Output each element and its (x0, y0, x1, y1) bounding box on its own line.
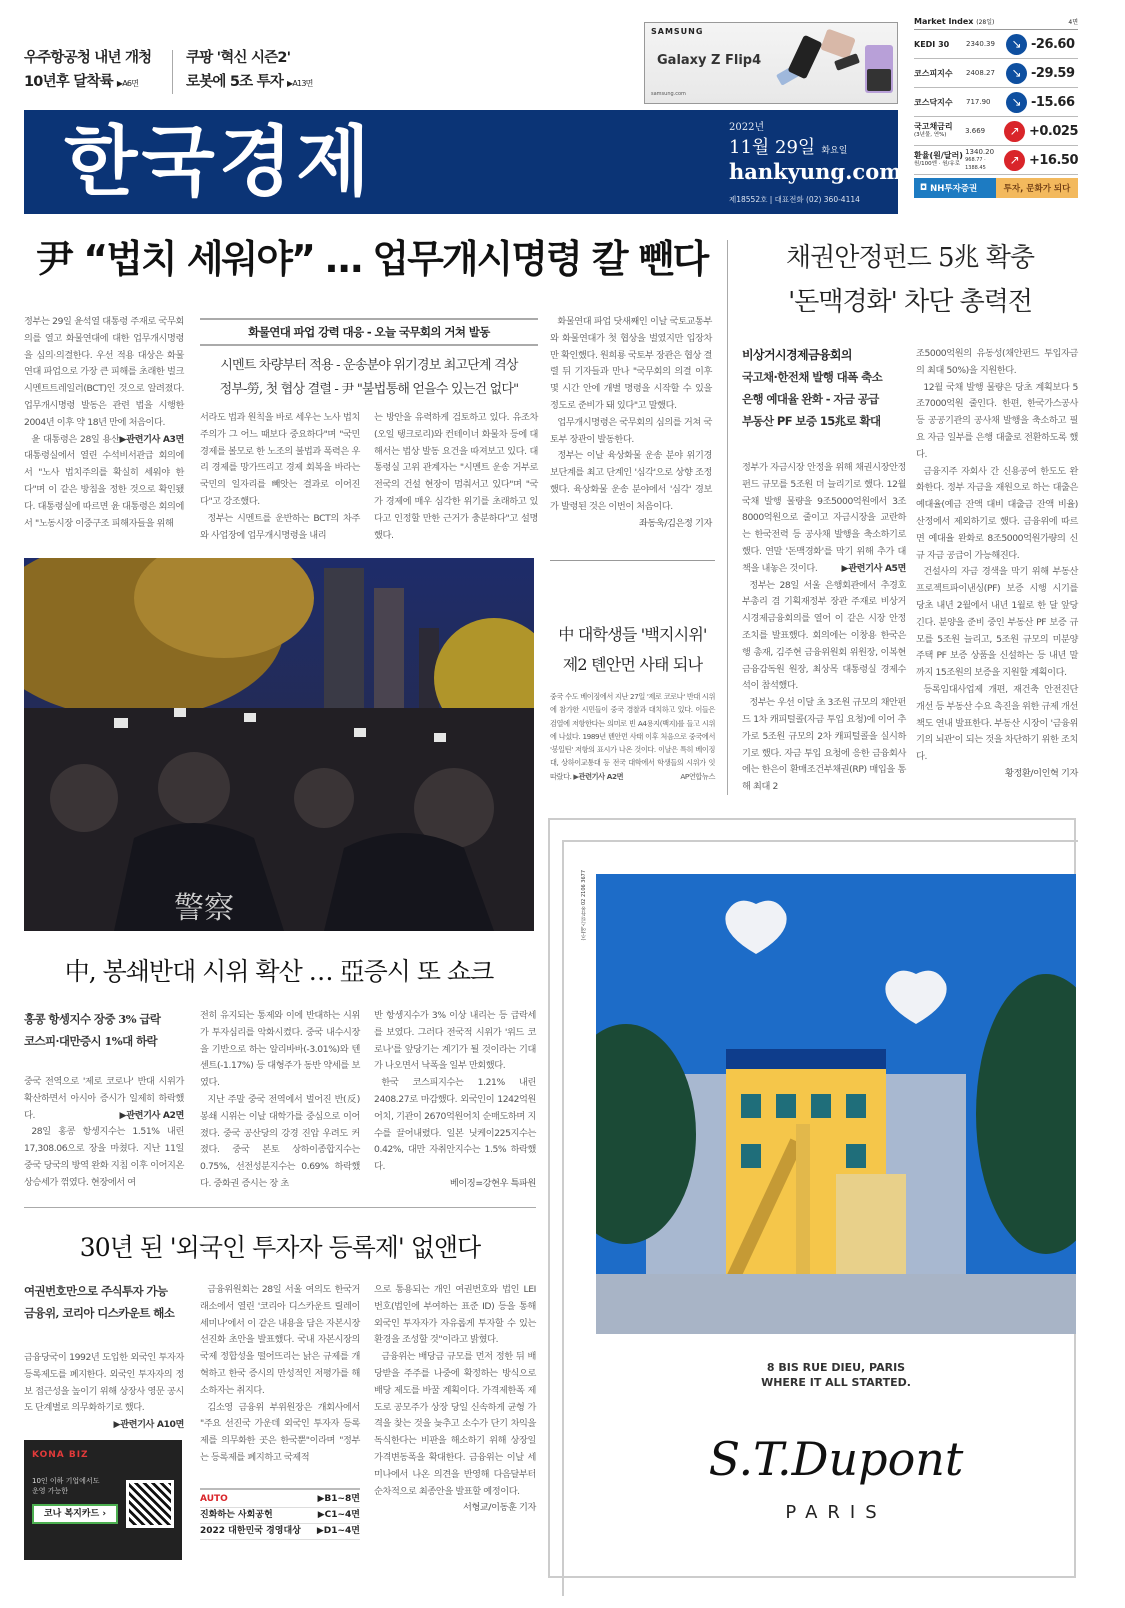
paragraph: 으로 통용되는 개인 여권번호와 법인 LEI 번호(법인에 부여하는 표준 ID) 등을 통해 외국인 투자자가 자유롭게 투자할 수 있는 환경을 조성할 것"이라고 밝혔다. (374, 1284, 536, 1346)
index-value-cell (966, 98, 1006, 106)
paragraph: 정부는 28일 서울 은행회관에서 추경호 부총리 겸 기획재정부 장관 주재로 비상거시경제금융회의를 열어 이 같은 시장 안정 조치를 발표했다. 회의에는 이창용 한국은행 총재, 김주현 금융위원회 위원장, 이복현 금융감독원 원장, 최상목 대통령실 경제수석이 참석했다. (742, 579, 906, 692)
index-value-sub: 968.77 · 1388.45 (965, 157, 986, 171)
paragraph: 12월 국채 발행 물량은 당초 계획보다 5조7000억원 줄인다. 한편, 한국가스공사 등 공공기관의 공사채 발행을 축소하고 필요 자금 일부를 은행 대출로 전환하도록 했다. (916, 381, 1078, 460)
china-caption (550, 690, 715, 783)
paragraph: 정부는 시멘트를 운반하는 BCT의 차주와 사업장에 업무개시명령을 내리 (200, 512, 360, 541)
section-pages: ▶B1~8면 (317, 1494, 360, 1504)
index-sub: 원/100엔 · 원/유로 (914, 161, 961, 167)
headline-line: '돈맥경화' 차단 총력전 (788, 287, 1032, 317)
index-label: 환율(원/달러) (914, 151, 963, 160)
teaser-line: 10년후 달착륙 (24, 74, 113, 90)
kicker: 비상거시경제금융회의 (742, 348, 852, 362)
lead-column-1 (24, 314, 184, 532)
paragraph: 건설사의 자금 경색을 막기 위해 부동산 프로젝트파이낸싱(PF) 보증 시행 시기를 당초 내년 2월에서 내년 1월로 한 달 앞당긴다. 분양을 준비 중인 부동산 PF 보증 규모를 5조원 늘리고, 5조원 규모의 미분양 주택 PF 보증 상품을 신설하는 등 내년 말까지 15조원의 보증을 지원할 계획이다. (916, 566, 1078, 679)
deck-line: 코스피·대만증시 1%대 하락 (24, 1034, 158, 1048)
issue-year: 2022년 (729, 122, 765, 133)
section-index-item[interactable] (200, 1508, 360, 1524)
index-value: 3.669 (965, 127, 986, 135)
nh-sponsor-banner[interactable] (914, 178, 1078, 198)
section-label: 진화하는 사회공헌 (200, 1510, 273, 1520)
divider (172, 50, 173, 94)
related-article-link[interactable]: ▶관련기사 A3면 (119, 433, 184, 445)
paragraph: 는 방안을 유력하게 검토하고 있다. 유조차(오일 탱크로리)와 컨테이너 화물차 등에 대해서는 법상 발동 요건을 따져보고 있다. 대통령실 고위 관계자는 "시멘트 운송 거부로 전국의 건설 현장이 멈춰서고 있다"며 "국가 경제에 매우 심각한 위기를 초래하고 있다고 인정할 만한 근거가 충분하다"고 설명했다. (374, 412, 538, 541)
byline: 황정환/이인혁 기자 (1004, 767, 1078, 779)
index-change: +0.025 (1028, 123, 1078, 139)
related-article-link[interactable]: ▶관련기사 A10면 (113, 1419, 184, 1431)
kona-logo: KONA BIZ (32, 1450, 89, 1460)
right-headline[interactable] (760, 236, 1060, 324)
arrow-down-icon: ↘ (1006, 92, 1027, 113)
byline: 좌동욱/김은정 기자 (638, 517, 712, 529)
ad-tagline (596, 1360, 1076, 1390)
divider (24, 1207, 536, 1208)
lead-column-4 (550, 314, 712, 532)
asia-deck (24, 1008, 184, 1052)
arrow-up-icon: ↗ (1004, 121, 1025, 142)
headline-line: 채권안정펀드 5兆 확충 (786, 243, 1034, 273)
index-label: 코스피지수 (914, 68, 953, 78)
asia-headline[interactable]: 中, 봉쇄반대 시위 확산 … 亞증시 또 쇼크 (64, 957, 494, 986)
asia-column-3 (374, 1008, 536, 1193)
deck-line: 여권번호만으로 주식투자 가능 (24, 1284, 168, 1298)
section-index-item[interactable] (200, 1524, 360, 1540)
ad-line: 10인 이하 기업에서도 (32, 1477, 100, 1485)
asia-column-2 (200, 1008, 360, 1193)
paragraph: 전히 유지되는 통제와 이에 반대하는 시위가 투자심리를 악화시켰다. 중국 내수시장을 기반으로 하는 알리바바(-3.01%)와 텐센트(-1.17%) 등 대형주가 동반 약세를 보였다. (200, 1010, 360, 1089)
paragraph: 중국 수도 베이징에서 지난 27일 '제로 코로나' 반대 시위에 참가한 시민들이 중국 경찰과 대치하고 있다. 이들은 검열에 저항한다는 의미로 빈 A4용지(백지)를 들고 시위에 나섰다. 1989년 톈안먼 사태 이후 처음으로 중국에서 '봉일틴' 저항의 표시가 나온 것이다. 이날은 특히 베이징대, 상하이교통대 등 전국 대학에서 학생들의 시위가 잇따랐다. (550, 692, 715, 781)
deck-line: 은행 예대율 완화 - 자금 공급 (742, 392, 879, 406)
section-label: 2022 대한민국 경영대상 (200, 1526, 301, 1536)
byline: 베이징=강현우 특파원 (449, 1177, 536, 1189)
index-value: 1340.20 (965, 148, 995, 156)
fx-column-1 (24, 1350, 184, 1434)
paragraph: 정부가 자금시장 안정을 위해 채권시장안정펀드 규모를 5조원 더 늘리기로 했다. 12월 국채 발행 물량을 9조5000억원에서 3조8000억원으로 줄이고 자금시장을 교란하는 한국전력 등 공사채 발행을 축소하기로 했다. 연말 '돈맥경화'를 막기 위해 추가 대책을 내놓은 것이다. (742, 462, 906, 574)
police-text: 警察 (174, 891, 234, 926)
qr-code-icon[interactable] (126, 1480, 174, 1528)
right-column-2 (916, 346, 1078, 783)
right-deck (742, 344, 902, 432)
ad-contact-note: (주)에스티듀퐁 02 2106 3677 (581, 870, 587, 941)
paragraph: 반 항셍지수가 3% 이상 내리는 등 급락세를 보였다. 그러다 전국적 시위가 '위드 코로나'를 앞당기는 계기가 될 것이라는 기대가 나오면서 낙폭을 일부 만회했다. (374, 1010, 536, 1072)
headline-line: 中 대학생들 '백지시위' (558, 625, 707, 644)
st-dupont-ad[interactable] (548, 818, 1076, 1578)
tagline-line: 8 BIS RUE DIEU, PARIS (766, 1361, 906, 1374)
sponsor-name: NH투자증권 (930, 184, 978, 194)
fx-column-2 (200, 1282, 360, 1467)
photo-credit: AP연합뉴스 (680, 771, 715, 781)
section-pages: ▶C1~4면 (317, 1510, 360, 1520)
market-row (914, 117, 1078, 146)
kona-text (32, 1476, 99, 1496)
ad-illustration (596, 874, 1076, 1334)
teaser-line: 로봇에 5조 투자 (186, 74, 284, 90)
index-label: 코스닥지수 (914, 97, 953, 107)
teaser-line: 쿠팡 '혁신 시즌2' (186, 50, 291, 66)
arrow-down-icon: ↘ (1006, 63, 1027, 84)
lead-subhead-box: 화물연대 파업 강력 대응 - 오늘 국무회의 거쳐 발동 (200, 318, 538, 346)
samsung-logo: SAMSUNG (651, 27, 704, 36)
samsung-ad[interactable] (644, 22, 898, 104)
teaser-coupang[interactable] (186, 46, 313, 96)
newspaper-logo[interactable]: 한국경제 (64, 117, 374, 206)
ad-line: 운영 가능한 (32, 1487, 69, 1495)
paragraph: 정부는 이날 육상화물 운송 분야 위기경보단계를 최고 단계인 '심각'으로 상향 조정했다. 육상화물 운송 분야에서 '심각' 경보가 발령된 것은 이번이 처음이다. (550, 450, 712, 512)
deck-line: 금융위, 코리아 디스카운트 해소 (24, 1306, 175, 1320)
paragraph: 28일 홍콩 항셍지수는 1.51% 내린 17,308.06으로 장을 마쳤다. 지난 11일 중국 당국의 방역 완화 지침 이후 이어지온 상승세가 꺾였다. 현장에서 여 (24, 1126, 184, 1188)
section-label: AUTO (200, 1494, 228, 1504)
date-block (729, 118, 901, 205)
tagline-line: WHERE IT ALL STARTED. (761, 1376, 911, 1389)
deck-line: 홍콩 항셍지수 장중 3% 급락 (24, 1012, 161, 1026)
paragraph: 정부는 우선 이달 초 3조원 규모의 채안펀드 1차 캐피털콜(자금 투입 요청)에 이어 추가로 5조원 규모의 2차 캐피털콜을 실시하기로 했다. 자금 투입 요청에 응한 금융회사에는 한은이 환매조건부채권(RP) 매입을 통해 최대 2 (742, 697, 906, 793)
masthead (24, 110, 902, 214)
index-value: 2340.39 (966, 40, 995, 48)
market-row (914, 30, 1078, 59)
index-label: 국고채금리 (914, 122, 953, 131)
paragraph: 등록임대사업제 개편, 재건축 안전진단 개선 등 부동산 수요 촉진을 위한 규제 개선책도 연내 발표한다. 부동산 시장이 '금융위기의 뇌관'이 되는 것을 차단하기 위한 조치다. (916, 683, 1078, 763)
issue-date: 11월 29일 (729, 137, 816, 158)
nh-logo-icon: ◘ (920, 183, 928, 193)
paragraph: 지난 주말 중국 전역에서 벌어진 반(反)봉쇄 시위는 이날 대학가를 중심으로 이어졌다. 중국 공산당의 강경 진압 우려도 커졌다. 중국 본토 상하이종합지수는 0.75%, 선전성분지수는 0.69% 하락했다. 중화권 증시는 장 초 (200, 1093, 360, 1189)
section-index-item[interactable] (200, 1492, 360, 1508)
paragraph: 금융지주 자회사 간 신용공여 한도도 완화한다. 정부 자금을 재원으로 하는 대출은 예대율(예금 잔액 대비 대출금 잔액 비율) 산정에서 제외하기로 했다. 금융위에 따르면 예대율 완화로 8조5000억원가량의 신규 자금 공급이 가능해진다. (916, 465, 1078, 561)
paragraph: 한국 코스피지수는 1.21% 내린 2408.27로 마감했다. 외국인이 1242억원어치, 기관이 2670억원어치 순매도하며 지수를 끌어내렸다. 일본 닛케이225지수는 0.42%, 대만 자취안지수는 1.5% 하락했다. (374, 1077, 536, 1173)
ad-product-name: Galaxy Z Flip4 (657, 53, 762, 68)
st-dupont-logo: S.T.Dupont (708, 1432, 964, 1486)
china-headline[interactable] (550, 620, 715, 680)
headline-line: 제2 톈안먼 사태 되나 (562, 655, 703, 674)
asia-column-1 (24, 1074, 184, 1192)
paragraph: 금융위원회는 28일 서울 여의도 한국거래소에서 열린 '코리아 디스카운트 릴레이 세미나'에서 이 같은 내용을 담은 자본시장 선진화 초안을 발표했다. 국내 자본시장의 국제 정합성을 떨어뜨리는 낡은 규제를 개혁하고 한국 증시의 만성적인 저평가를 해소하자는 취지다. (200, 1284, 360, 1396)
related-article-link[interactable]: ▶관련기사 A2면 (119, 1109, 184, 1121)
divider (550, 560, 715, 561)
fx-headline[interactable]: 30년 된 '외국인 투자자 등록제' 없앤다 (79, 1233, 481, 1262)
index-change: +16.50 (1028, 152, 1078, 168)
market-index (914, 17, 1078, 198)
market-date: (28일) (976, 19, 995, 26)
lead-column-2 (200, 410, 360, 544)
section-index (200, 1488, 360, 1540)
index-name (914, 69, 966, 78)
section-pages: ▶D1~4면 (316, 1526, 360, 1536)
issue-weekday: 화요일 (821, 146, 848, 156)
lead-headline[interactable]: 尹 “법치 세워야” … 업무개시명령 칼 뺀다 (36, 237, 708, 281)
paragraph: 화물연대 파업 닷새째인 이날 국토교통부와 화물연대가 첫 협상을 벌였지만 입장차만 확인했다. 원희룡 국토부 장관은 협상 결렬 뒤 기자들과 만나 "국무회의 의결 이후 몇 시간 안에 개별 명령을 시작할 수 있을 정도로 준비가 돼 있다"고 말했다. (550, 316, 712, 411)
index-name (914, 40, 966, 49)
fx-deck (24, 1280, 184, 1324)
index-name (914, 151, 965, 169)
paragraph: 중국 전역으로 '제로 코로나' 반대 시위가 확산하면서 아시아 증시가 일제히 하락했다. (24, 1076, 184, 1121)
lead-deck (200, 354, 538, 402)
deck-line: 시멘트 차량부터 적용 - 운송분야 위기경보 최고단계 격상 (220, 358, 518, 373)
ad-url: samsung.com (651, 91, 686, 97)
paragraph: 조5000억원의 유동성(채안펀드 투입자금의 최대 50%)을 지원한다. (916, 348, 1078, 376)
kona-card-button[interactable]: 코나 복지카드 › (32, 1504, 118, 1524)
arrow-up-icon: ↗ (1004, 150, 1025, 171)
page-ref: ▶A13면 (287, 79, 313, 88)
phones-image (773, 29, 897, 101)
related-article-link[interactable]: ▶관련기사 A5면 (841, 562, 906, 574)
byline: 서형교/이동훈 기자 (462, 1502, 536, 1514)
paragraph: 업무개시명령은 국무회의 심의를 거쳐 국토부 장관이 발동한다. (550, 416, 712, 445)
paragraph: 김소영 금융위 부위원장은 개회사에서 "주요 선진국 가운데 외국인 투자자 등록제를 의무화한 곳은 한국뿐"이라며 "정부는 등록제를 폐지하고 국제적 (200, 1401, 360, 1463)
index-value-cell (966, 40, 1006, 48)
page-ref: ▶A6면 (116, 79, 139, 88)
sponsor-slogan: 투자, 문화가 되다 (996, 178, 1078, 198)
photo-illustration (24, 558, 534, 931)
index-value: 2408.27 (966, 69, 995, 77)
index-value: 717.90 (966, 98, 991, 106)
brand-city: PARIS (785, 1502, 887, 1523)
website-link[interactable]: hankyung.com (729, 159, 902, 184)
deck-line: 부동산 PF 보증 15兆로 확대 (742, 414, 881, 428)
paragraph: 윤 대통령은 28일 용산 대통령실에서 열린 수석비서관급 회의에서 "노사 법치주의를 확실히 세워야 한다"며 이 같은 방침을 정한 것으로 확인됐다. 대통령실에 따르면 윤 대통령은 회의에서 "노동시장 이중구조 피해자들을 위해 (24, 433, 184, 529)
arrow-down-icon: ↘ (1006, 34, 1027, 55)
paragraph: 금융위는 배당금 규모를 먼저 정한 뒤 배당받을 주주를 나중에 확정하는 방식으로 배당 제도를 바꿀 계획이다. 가격제한폭 제도로 공모주가 상장 당일 신속하게 균형 가격을 찾는 것을 늦추고 소수가 단기 차익을 독식한다는 비판을 해소하기 위해 상장일 가격변동폭을 확대한다. 금융위는 이날 세미나에서 나온 의견을 반영해 다음달부터 순차적으로 최종안을 발표할 예정이다. (374, 1351, 536, 1497)
market-page: 4면 (1068, 19, 1078, 26)
paragraph: 정부는 29일 윤석열 대통령 주재로 국무회의를 열고 화물연대에 대한 업무개시명령을 심의·의결한다. 우선 적용 대상은 화물연대 파업으로 가장 큰 피해를 초래한 벌크시멘트트레일러(BCT)인 것으로 알려졌다. 업무개시명령 발동은 관련 법을 시행한 2004년 이후 약 18년 만에 처음이다. (24, 316, 184, 428)
right-column-1 (742, 460, 906, 796)
related-article-link[interactable]: ▶관련기사 A2면 (573, 771, 624, 781)
index-change: -26.60 (1031, 36, 1075, 52)
protest-photo[interactable] (24, 558, 534, 931)
column-divider (727, 240, 728, 795)
teaser-line: 우주항공청 내년 개청 (24, 50, 152, 66)
market-row (914, 59, 1078, 88)
index-sub: (3년물, 연%) (914, 132, 947, 138)
index-name (914, 122, 965, 140)
paragraph: 서라도 법과 원칙을 바로 세우는 노사 법치주의가 그 어느 때보다 중요하다"며 "국민 경제를 볼모로 한 노조의 불법과 폭력은 우리 경제를 망가뜨리고 경제 회복을 바라는 국민의 일자리를 빼앗는 결과로 이어진다"고 강조했다. (200, 412, 360, 507)
index-value-cell (965, 127, 1004, 135)
index-change: -15.66 (1031, 94, 1075, 110)
market-row (914, 146, 1078, 175)
market-row (914, 88, 1078, 117)
issue-info: 제18552호 | 대표전화 (02) 360-4114 (729, 195, 860, 204)
fx-column-3 (374, 1282, 536, 1517)
index-label: KEDI 30 (914, 39, 950, 49)
index-value-cell (965, 148, 1004, 172)
deck-line: 정부-勞, 첫 협상 결렬 - 尹 "불법통해 얻을수 있는건 없다" (219, 382, 519, 397)
index-name (914, 98, 966, 107)
lead-column-3 (374, 410, 538, 544)
market-title: Market Index (914, 17, 974, 26)
index-change: -29.59 (1031, 65, 1075, 81)
paragraph: 금융당국이 1992년 도입한 외국인 투자자 등록제도를 폐지한다. 외국인 투자자의 정보 접근성을 높이기 위해 상장사 영문 공시도 단계별로 의무화하기로 했다. (24, 1352, 184, 1414)
deck-line: 국고채·한전채 발행 대폭 축소 (742, 370, 883, 384)
index-value-cell (966, 69, 1006, 77)
teaser-space-agency[interactable] (24, 46, 151, 96)
kona-biz-ad[interactable] (24, 1440, 182, 1560)
